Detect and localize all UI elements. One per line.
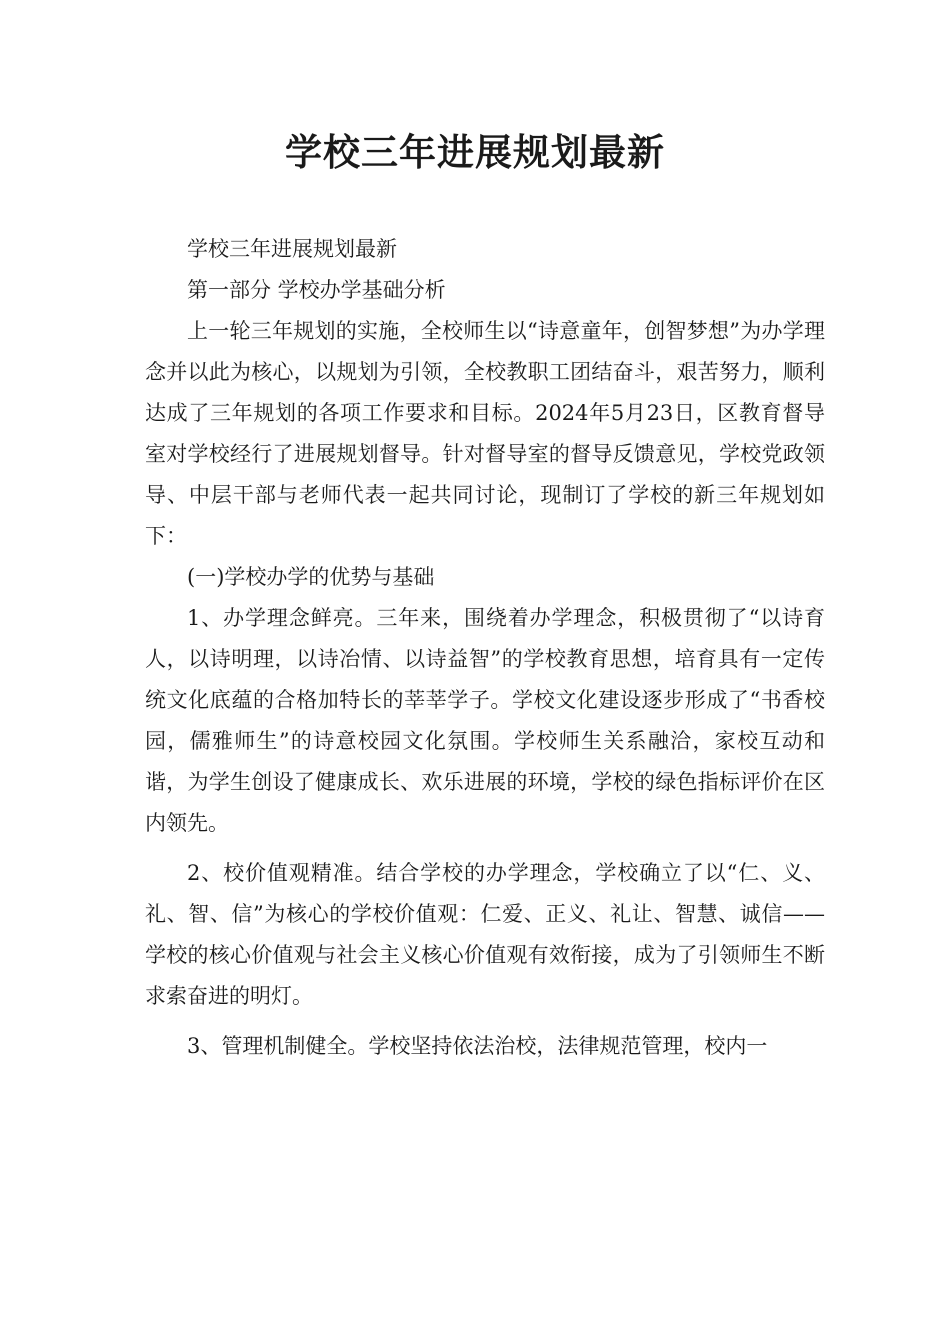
document-title: 学校三年进展规划最新 <box>285 131 665 174</box>
paragraph-item-1: 1、办学理念鲜亮。三年来，围绕着办学理念，积极贯彻了“以诗育人，以诗明理，以诗冶情、以诗益智”的学校教育思想，培育具有一定传统文化底蕴的合格加特长的莘莘学子。学校文化建设逐步形成了“书香校园，儒雅师生”的诗意校园文化氛围。学校师生关系融洽，家校互动和谐，为学生创设了健康成长、欢乐进展的环境，学校的绿色指标评价在区内领先。 <box>145 606 825 835</box>
paragraph-item-2: 2、校价值观精准。结合学校的办学理念，学校确立了以“仁、义、礼、智、信”为核心的学校价值观：仁爱、正义、礼让、智慧、诚信——学校的核心价值观与社会主义核心价值观有效衔接，成为了引领师生不断求索奋进的明灯。 <box>145 861 825 1008</box>
paragraph-section-heading: 第一部分 学校办学基础分析 <box>187 278 446 302</box>
paragraph-subtitle: 学校三年进展规划最新 <box>187 237 397 261</box>
paragraph-item-3: 3、管理机制健全。学校坚持依法治校，法律规范管理，校内一 <box>187 1034 768 1058</box>
paragraph-subsection-heading: (一)学校办学的优势与基础 <box>187 565 435 589</box>
document-body <box>145 229 825 1076</box>
paragraph-intro: 上一轮三年规划的实施，全校师生以“诗意童年，创智梦想”为办学理念并以此为核心，以规划为引领，全校教职工团结奋斗，艰苦努力，顺利达成了三年规划的各项工作要求和目标。2024年5月23日，区教育督导室对学校经行了进展规划督导。针对督导室的督导反馈意见，学校党政领导、中层干部与老师代表一起共同讨论，现制订了学校的新三年规划如下： <box>145 319 825 548</box>
